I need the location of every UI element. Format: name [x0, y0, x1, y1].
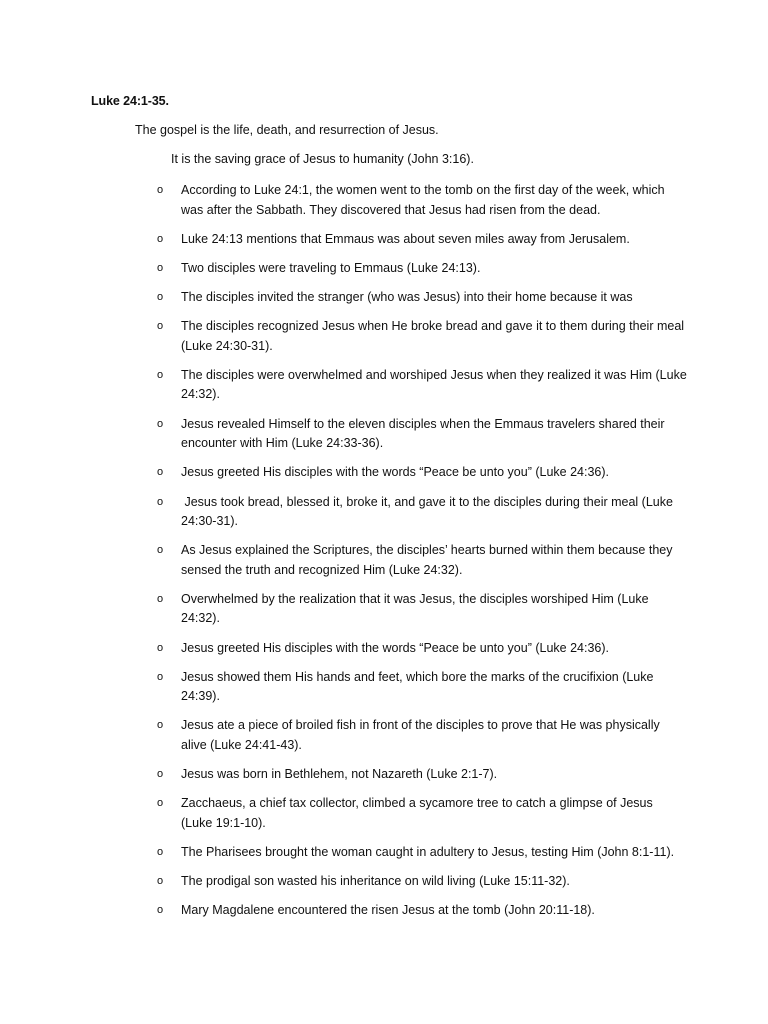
- list-item-text: Jesus revealed Himself to the eleven disciples when the Emmaus travelers shared their encounter with Him (Luke 24:33-36).: [181, 416, 669, 451]
- bullet-marker-icon: o: [157, 495, 164, 508]
- list-item: [157, 230, 687, 250]
- list-item: [157, 259, 687, 279]
- list-item: [157, 901, 687, 921]
- bullet-marker-icon: o: [157, 797, 164, 810]
- document-heading: Luke 24:1-35.: [91, 94, 169, 108]
- bullet-marker-icon: o: [157, 417, 164, 430]
- gospel-intro-text: The gospel is the life, death, and resurrection of Jesus.: [135, 123, 439, 137]
- list-item: [157, 843, 687, 863]
- bullet-marker-icon: o: [157, 846, 164, 858]
- list-item-text: The Pharisees brought the woman caught in adultery to Jesus, testing Him (John 8:1-11).: [181, 845, 675, 859]
- list-item-text: Luke 24:13 mentions that Emmaus was about seven miles away from Jerusalem.: [181, 231, 630, 246]
- bullet-marker-icon: o: [157, 320, 164, 333]
- list-item: [157, 366, 691, 405]
- bullet-marker-icon: o: [157, 592, 164, 605]
- list-item: [157, 288, 687, 308]
- bullet-marker-icon: o: [157, 368, 164, 381]
- list-item-text: Jesus ate a piece of broiled fish in front of the disciples to prove that He was physically alive (Luke 24:41-43).: [181, 718, 664, 752]
- list-item: [157, 872, 687, 892]
- list-item: [157, 541, 687, 580]
- list-item-text: Two disciples were traveling to Emmaus (Luke 24:13).: [181, 260, 481, 275]
- list-item: [157, 794, 687, 833]
- list-item-text: Overwhelmed by the realization that it was Jesus, the disciples worshiped Him (Luke 24:32).: [181, 591, 653, 626]
- list-item-text: Zacchaeus, a chief tax collector, climbed a sycamore tree to catch a glimpse of Jesus (Luke 19:1-10).: [181, 796, 657, 830]
- list-item-text: Jesus took bread, blessed it, broke it, and gave it to the disciples during their meal (Luke 24:30-31).: [181, 494, 677, 528]
- list-item: [157, 463, 687, 483]
- list-item-text: The disciples invited the stranger (who was Jesus) into their home because it was: [181, 290, 633, 305]
- list-item-text: Jesus was born in Bethlehem, not Nazareth (Luke 2:1-7).: [181, 767, 498, 782]
- list-item: [157, 765, 687, 785]
- list-item: [157, 181, 687, 220]
- list-item: [157, 716, 687, 755]
- list-item-text: Jesus showed them His hands and feet, which bore the marks of the crucifixion (Luke 24:39).: [181, 669, 657, 704]
- list-item-text: Jesus greeted His disciples with the words “Peace be unto you” (Luke 24:36).: [181, 640, 610, 655]
- list-item-text: Mary Magdalene encountered the risen Jesus at the tomb (John 20:11-18).: [181, 903, 595, 918]
- bullet-marker-icon: o: [157, 261, 164, 274]
- list-item: [157, 493, 687, 532]
- bullet-marker-icon: o: [157, 232, 164, 245]
- list-item: [157, 590, 687, 629]
- bullet-marker-icon: o: [157, 544, 164, 557]
- saving-grace-text: It is the saving grace of Jesus to humanity (John 3:16).: [171, 152, 474, 166]
- list-item-text: As Jesus explained the Scriptures, the disciples’ hearts burned within them because they sensed the truth and recognized Him (Luke 24:32).: [181, 543, 676, 577]
- bullet-marker-icon: o: [157, 641, 164, 654]
- bullet-marker-icon: o: [157, 184, 164, 196]
- bullet-marker-icon: o: [157, 670, 164, 683]
- bullet-marker-icon: o: [157, 904, 164, 917]
- list-item: [157, 317, 687, 356]
- bullet-marker-icon: o: [157, 466, 164, 479]
- bullet-list: [157, 181, 691, 931]
- bullet-marker-icon: o: [157, 875, 164, 888]
- list-item: [157, 668, 687, 707]
- list-item-text: The disciples recognized Jesus when He broke bread and gave it to them during their meal (Luke 24:30-31).: [181, 319, 688, 353]
- bullet-marker-icon: o: [157, 768, 164, 781]
- list-item-text: The disciples were overwhelmed and worshiped Jesus when they realized it was Him (Luke 24:32).: [181, 367, 691, 402]
- list-item-text: Jesus greeted His disciples with the words “Peace be unto you” (Luke 24:36).: [181, 465, 610, 480]
- bullet-marker-icon: o: [157, 719, 164, 732]
- list-item-text: The prodigal son wasted his inheritance on wild living (Luke 15:11-32).: [181, 874, 570, 889]
- list-item: [157, 639, 687, 659]
- list-item: [157, 415, 687, 454]
- bullet-marker-icon: o: [157, 291, 164, 304]
- list-item-text: According to Luke 24:1, the women went to the tomb on the first day of the week, which was after the Sabbath. They discovered that Jesus had risen from the dead.: [181, 183, 669, 217]
